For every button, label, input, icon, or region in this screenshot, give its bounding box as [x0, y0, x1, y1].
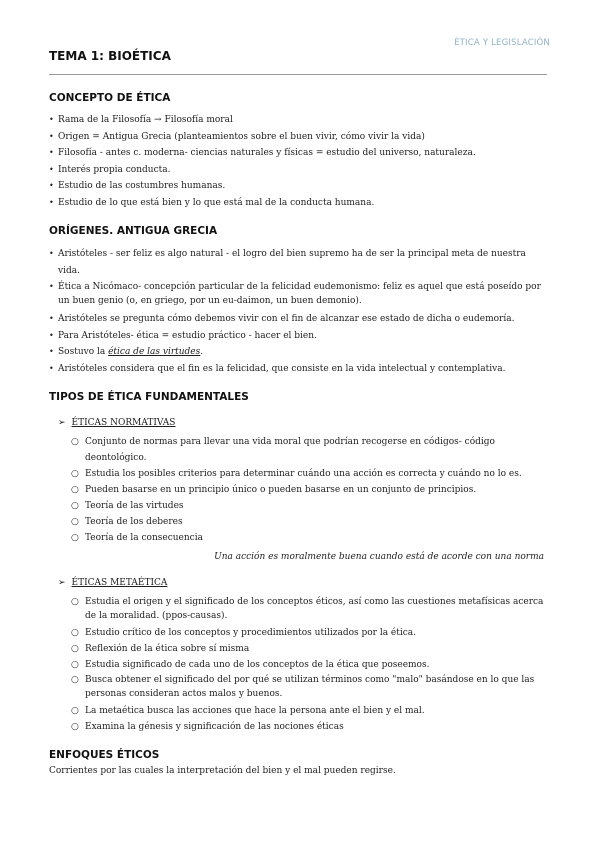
circle-bullet-icon: ○ [71, 660, 79, 670]
document-title: TEMA 1: BIOÉTICA [49, 49, 171, 63]
list-item [49, 344, 549, 361]
origenes-list [49, 246, 549, 377]
list-item: • Aristóteles - ser feliz es algo natural - el logro del bien supremo ha de ser la principal meta de nuestra vida. [49, 246, 549, 279]
list-item: ○ Busca obtener el significado del por qué se utilizan términos como "malo" basándose en lo que las personas consideran actos malos y buenos. [71, 675, 535, 699]
subsection-label: ÉTICAS NORMATIVAS [71, 418, 176, 428]
circle-bullet-icon: ○ [71, 644, 79, 654]
list-item: • Aristóteles se pregunta cómo debemos vivir con el fin de alcanzar ese estado de dicha o eudemoría. [49, 311, 549, 328]
virtues-suffix: . [200, 347, 204, 357]
subsection-metaetica [49, 576, 549, 590]
list-item: • Ética a Nicómaco- concepción particular de la felicidad eudemonismo: feliz es aquel que está poseído por un buen genio (o, en griego, por un eu-daimon, un buen demonio). [49, 280, 549, 308]
subsection-normativas [49, 416, 549, 430]
list-item: • Interés propia conducta. [49, 162, 549, 179]
enfoques-text: Corrientes por las cuales la interpretación del bien y el mal pueden regirse. [49, 766, 396, 776]
list-item: ○ Estudia significado de cada uno de los conceptos de la ética que poseemos. [85, 657, 549, 673]
circle-bullet-icon: ○ [71, 722, 79, 732]
list-item: ○ La metaética busca las acciones que hace la persona ante el bien y el mal. [85, 703, 549, 719]
title-divider [49, 74, 547, 75]
normativas-quote: Una acción es moralmente buena cuando está de acorde con una norma [214, 552, 544, 562]
section-heading-tipos: TIPOS DE ÉTICA FUNDAMENTALES [49, 391, 249, 403]
circle-bullet-icon: ○ [71, 706, 79, 716]
list-item: ○ Estudia los posibles criterios para determinar cuándo una acción es correcta y cuándo no lo es. [85, 466, 549, 482]
list-item: ○ Teoría de los deberes [85, 514, 549, 530]
list-item: ○ Estudio crítico de los conceptos y procedimientos utilizados por la ética. [85, 625, 549, 641]
list-item: ○ Pueden basarse en un principio único o pueden basarse en un conjunto de principios. [85, 482, 549, 498]
concepto-list [49, 112, 549, 211]
circle-bullet-icon: ○ [71, 517, 79, 527]
list-item: ○ Teoría de la consecuencia [85, 530, 549, 546]
section-heading-enfoques: ENFOQUES ÉTICOS [49, 749, 160, 761]
arrow-icon: ➢ [58, 418, 66, 428]
circle-bullet-icon: ○ [71, 533, 79, 543]
circle-bullet-icon: ○ [71, 675, 79, 685]
circle-bullet-icon: ○ [71, 485, 79, 495]
document-body [49, 92, 549, 778]
list-item: ○ Reflexión de la ética sobre sí misma [85, 641, 549, 657]
circle-bullet-icon: ○ [71, 628, 79, 638]
virtues-prefix: Sostuvo la [58, 347, 109, 357]
subsection-label: ÉTICAS METAÉTICA [71, 578, 168, 588]
circle-bullet-icon: ○ [71, 437, 79, 447]
list-item: • Filosofía - antes c. moderna- ciencias naturales y físicas = estudio del universo, naturaleza. [49, 145, 549, 162]
virtues-link: ética de las virtudes [108, 347, 201, 357]
list-item: ○ Estudia el origen y el significado de los conceptos éticos, así como las cuestiones metafísicas acerca de la moralidad. (ppos-causas). [71, 597, 544, 621]
list-item: • Para Aristóteles- ética = estudio práctico - hacer el bien. [49, 328, 549, 345]
section-heading-origenes: ORÍGENES. ANTIGUA GRECIA [49, 225, 218, 237]
list-item: • Origen = Antigua Grecia (planteamientos sobre el buen vivir, cómo vivir la vida) [49, 129, 549, 146]
normativas-list [49, 434, 549, 546]
list-item: ○ Teoría de las virtudes [85, 498, 549, 514]
list-item: • Estudio de lo que está bien y lo que está mal de la conducta humana. [49, 195, 549, 212]
arrow-icon: ➢ [58, 578, 66, 588]
list-item: • Estudio de las costumbres humanas. [49, 178, 549, 195]
list-item: • Aristóteles considera que el fin es la felicidad, que consiste en la vida intelectual y contemplativa. [49, 361, 549, 378]
circle-bullet-icon: ○ [71, 597, 79, 607]
list-item: ○ Examina la génesis y significación de las nociones éticas [85, 719, 549, 735]
list-item: ○ Conjunto de normas para llevar una vida moral que podrían recogerse en códigos- código deontológico. [85, 434, 549, 466]
list-item: • Rama de la Filosofía → Filosofía moral [49, 112, 549, 129]
section-heading-concepto: CONCEPTO DE ÉTICA [49, 92, 171, 104]
circle-bullet-icon: ○ [71, 469, 79, 479]
document-header-tag: ÉTICA Y LEGISLACIÓN [454, 38, 550, 48]
circle-bullet-icon: ○ [71, 501, 79, 511]
metaetica-list [49, 595, 549, 735]
